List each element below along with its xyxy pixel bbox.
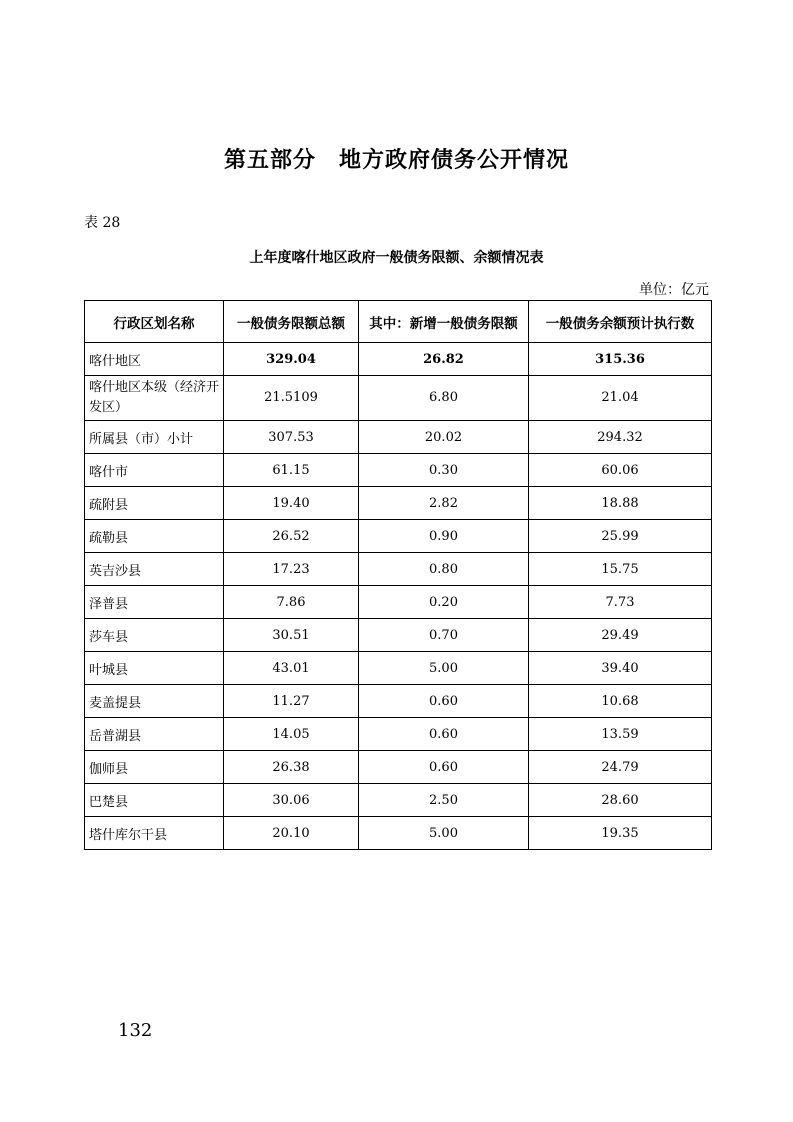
part-title: 第五部分 地方政府债务公开情况 (223, 147, 569, 173)
region-name-cell: 岳普湖县 (85, 718, 224, 751)
balance-cell: 18.88 (529, 487, 712, 520)
debt-limit-cell: 43.01 (224, 652, 359, 685)
new-limit-cell: 0.20 (359, 586, 529, 619)
balance-cell: 39.40 (529, 652, 712, 685)
region-name-cell: 麦盖提县 (85, 685, 224, 718)
new-limit-cell: 0.80 (359, 553, 529, 586)
new-limit-cell: 5.00 (359, 817, 529, 850)
balance-cell: 13.59 (529, 718, 712, 751)
debt-limit-cell: 21.5109 (224, 376, 359, 421)
debt-limit-cell: 20.10 (224, 817, 359, 850)
region-name-cell: 叶城县 (85, 652, 224, 685)
balance-cell: 60.06 (529, 454, 712, 487)
new-limit-cell: 26.82 (359, 343, 529, 376)
debt-limit-cell: 17.23 (224, 553, 359, 586)
header-debt-balance-estimate: 一般债务余额预计执行数 (529, 301, 712, 343)
debt-limit-cell: 19.40 (224, 487, 359, 520)
region-name-cell: 所属县（市）小计 (85, 421, 224, 454)
balance-cell: 24.79 (529, 751, 712, 784)
table-row (85, 751, 712, 784)
region-name-cell: 喀什地区本级（经济开发区） (85, 376, 224, 421)
debt-limit-cell: 26.38 (224, 751, 359, 784)
debt-limit-cell: 329.04 (224, 343, 359, 376)
region-name-cell: 喀什地区 (85, 343, 224, 376)
region-name-cell: 巴楚县 (85, 784, 224, 817)
balance-cell: 25.99 (529, 520, 712, 553)
new-limit-cell: 5.00 (359, 652, 529, 685)
balance-cell: 7.73 (529, 586, 712, 619)
table-title: 上年度喀什地区政府一般债务限额、余额情况表 (249, 250, 544, 266)
table-row (85, 817, 712, 850)
unit-label: 单位：亿元 (639, 282, 709, 298)
debt-limit-cell: 14.05 (224, 718, 359, 751)
new-limit-cell: 0.30 (359, 454, 529, 487)
new-limit-cell: 0.70 (359, 619, 529, 652)
region-name-cell: 莎车县 (85, 619, 224, 652)
header-debt-limit-total: 一般债务限额总额 (224, 301, 359, 343)
new-limit-cell: 2.82 (359, 487, 529, 520)
region-name-cell: 伽师县 (85, 751, 224, 784)
region-name-cell: 塔什库尔干县 (85, 817, 224, 850)
table-row (85, 520, 712, 553)
debt-limit-cell: 26.52 (224, 520, 359, 553)
new-limit-cell: 0.60 (359, 751, 529, 784)
new-limit-cell: 0.90 (359, 520, 529, 553)
table-row (85, 454, 712, 487)
header-region-name: 行政区划名称 (85, 301, 224, 343)
balance-cell: 29.49 (529, 619, 712, 652)
balance-cell: 10.68 (529, 685, 712, 718)
balance-cell: 21.04 (529, 376, 712, 421)
debt-limit-cell: 61.15 (224, 454, 359, 487)
table-row (85, 553, 712, 586)
table-row (85, 487, 712, 520)
new-limit-cell: 0.60 (359, 685, 529, 718)
balance-cell: 294.32 (529, 421, 712, 454)
new-limit-cell: 6.80 (359, 376, 529, 421)
balance-cell: 315.36 (529, 343, 712, 376)
table-row (85, 421, 712, 454)
balance-cell: 28.60 (529, 784, 712, 817)
region-name-cell: 喀什市 (85, 454, 224, 487)
table-row (85, 619, 712, 652)
region-name-cell: 疏附县 (85, 487, 224, 520)
page-number: 132 (118, 1020, 153, 1041)
balance-cell: 15.75 (529, 553, 712, 586)
table-row (85, 784, 712, 817)
debt-limit-cell: 11.27 (224, 685, 359, 718)
new-limit-cell: 0.60 (359, 718, 529, 751)
new-limit-cell: 20.02 (359, 421, 529, 454)
table-row (85, 718, 712, 751)
table-row (85, 685, 712, 718)
new-limit-cell: 2.50 (359, 784, 529, 817)
table-row (85, 652, 712, 685)
debt-limit-cell: 307.53 (224, 421, 359, 454)
region-name-cell: 泽普县 (85, 586, 224, 619)
debt-limit-cell: 7.86 (224, 586, 359, 619)
region-name-cell: 疏勒县 (85, 520, 224, 553)
debt-limit-cell: 30.06 (224, 784, 359, 817)
debt-limit-cell: 30.51 (224, 619, 359, 652)
header-new-debt-limit: 其中：新增一般债务限额 (359, 301, 529, 343)
table-row (85, 343, 712, 376)
table-row (85, 586, 712, 619)
table-header-row (85, 301, 712, 343)
table-number: 表 28 (84, 215, 121, 231)
table-row (85, 376, 712, 421)
debt-table (84, 300, 712, 850)
balance-cell: 19.35 (529, 817, 712, 850)
region-name-cell: 英吉沙县 (85, 553, 224, 586)
